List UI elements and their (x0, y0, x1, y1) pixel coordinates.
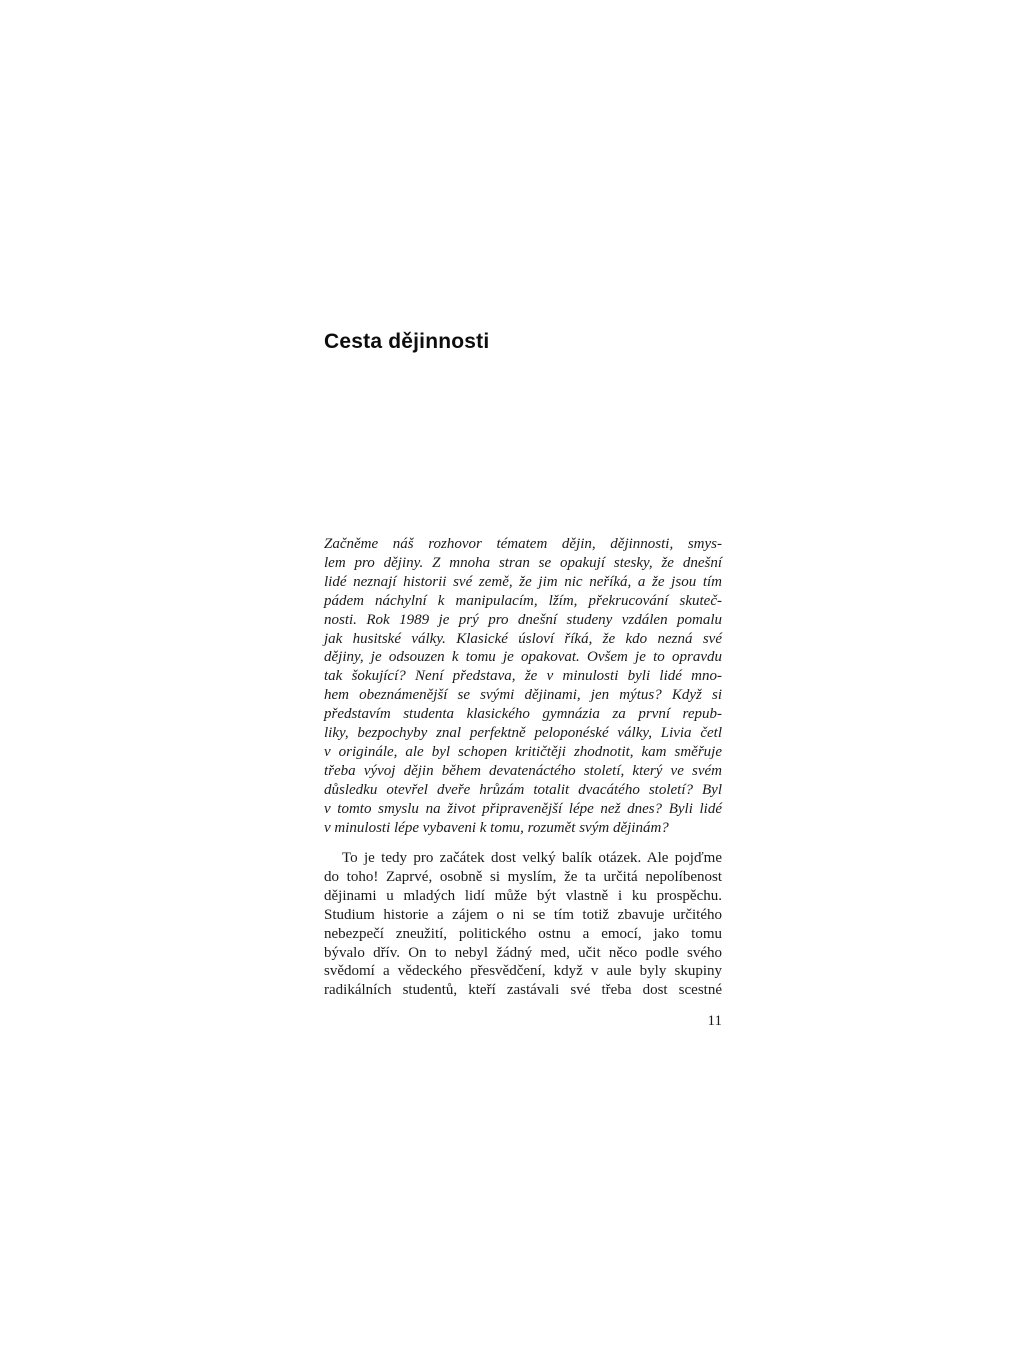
answer-line: do toho! Zaprvé, osobně si myslím, že ta určitá nepolíbenost (324, 868, 722, 885)
question-line: třeba vývoj dějin během devatenáctého století, který ve svém (324, 762, 722, 779)
chapter-title: Cesta dějinnosti (324, 330, 490, 353)
question-line: jak husitské války. Klasické úsloví říká, že kdo nezná své (324, 630, 722, 647)
answer-line: dějinami u mladých lidí může být vlastně i ku prospěchu. (324, 887, 722, 904)
question-line: tak šokující? Není představa, že v minulosti byli lidé mno- (324, 668, 722, 685)
question-line: nosti. Rok 1989 je prý pro dnešní studeny vzdálen pomalu (324, 611, 722, 628)
question-line: liky, bezpochyby znal perfektně peloponéské války, Livia četl (324, 725, 722, 742)
question-line: pádem náchylní k manipulacím, lžím, překrucování skuteč- (324, 592, 722, 609)
question-line: důsledku otevřel dveře hrůzám totalit dvacátého století? Byl (324, 781, 722, 798)
page-number: 11 (707, 1013, 722, 1029)
question-line: Začněme náš rozhovor tématem dějin, dějinnosti, smys- (324, 536, 722, 552)
question-line: dějiny, je odsouzen k tomu je opakovat. Ovšem je to opravdu (324, 649, 722, 666)
interview-answer (324, 849, 722, 1000)
answer-line: Studium historie a zájem o ni se tím totiž zbavuje určitého (324, 906, 722, 923)
answer-line: nebezpečí zneužití, politického ostnu a emocí, jako tomu (324, 925, 722, 942)
question-line: v minulosti lépe vybaveni k tomu, rozumět svým dějinám? (324, 819, 669, 836)
question-line: v tomto smyslu na život připravenější lépe než dnes? Byli lidé (324, 800, 722, 817)
interview-question (324, 535, 722, 838)
answer-line: bývalo dřív. On to nebyl žádný med, učit něco podle svého (324, 944, 722, 961)
answer-line: radikálních studentů, kteří zastávali své třeba dost scestné (324, 982, 722, 999)
question-line: představím studenta klasického gymnázia za první repub- (324, 706, 722, 723)
question-line: lem pro dějiny. Z mnoha stran se opakují stesky, že dnešní (324, 554, 722, 571)
question-line: hem obeznámenější se svými dějinami, jen mýtus? Když si (324, 687, 722, 704)
question-line: v originále, ale byl schopen kritičtěji zhodnotit, kam směřuje (324, 743, 722, 760)
answer-line: To je tedy pro začátek dost velký balík otázek. Ale pojďme (342, 850, 722, 866)
question-line: lidé neznají historii své země, že jim nic neříká, a že jsou tím (324, 573, 722, 590)
answer-line: svědomí a vědeckého přesvědčení, když v aule byly skupiny (324, 963, 722, 980)
